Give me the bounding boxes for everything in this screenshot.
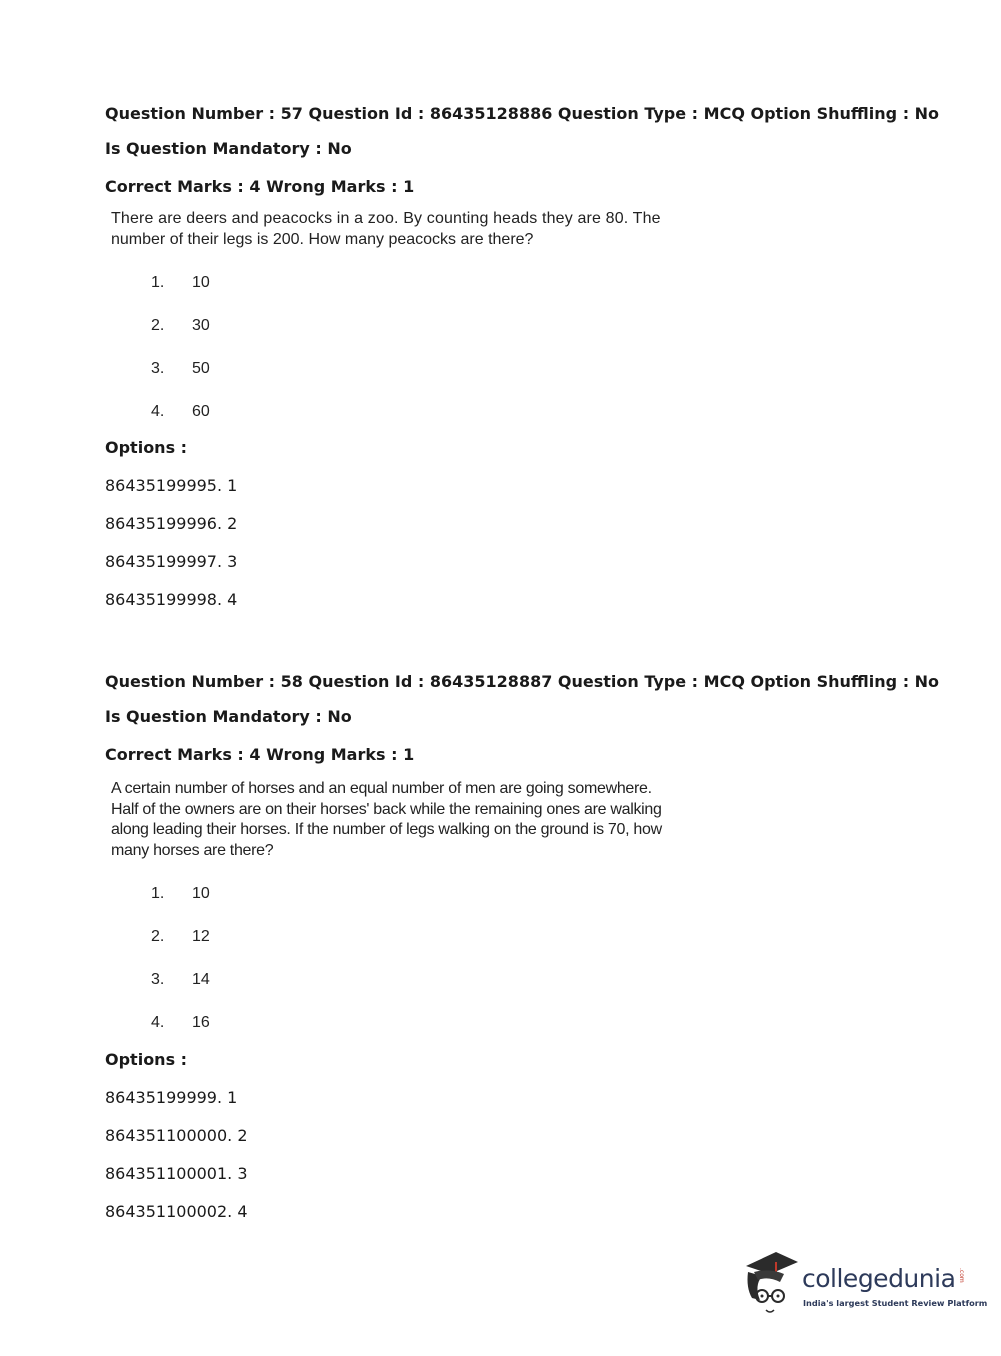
option-id-line: 86435199997. 3: [105, 552, 238, 571]
question-meta-line: Question Number : 58 Question Id : 86435128887 Question Type : MCQ Option Shuffling : No: [105, 672, 940, 691]
marks-line: Correct Marks : 4 Wrong Marks : 1: [105, 177, 415, 196]
stem-line: Half of the owners are on their horses' back while the remaining ones are walking: [111, 800, 662, 818]
stem-line: A certain number of horses and an equal number of men are going somewhere.: [111, 780, 652, 797]
choice-item: [151, 359, 210, 379]
option-id-line: 864351100000. 2: [105, 1126, 248, 1145]
question-block-57: [105, 104, 940, 624]
choice-text: 60: [192, 403, 210, 420]
option-id-line: 86435199996. 2: [105, 514, 238, 533]
collegedunia-logo: [740, 1248, 988, 1320]
logo-suffix: .com: [958, 1268, 965, 1283]
choice-text: 10: [192, 274, 210, 291]
choice-text: 10: [192, 885, 210, 902]
choice-item: [151, 1013, 210, 1033]
marks-line: Correct Marks : 4 Wrong Marks : 1: [105, 745, 415, 764]
choice-text: 12: [192, 928, 210, 945]
option-id-line: 864351100002. 4: [105, 1202, 248, 1221]
option-id-line: 86435199998. 4: [105, 590, 238, 609]
mandatory-line: Is Question Mandatory : No: [105, 139, 352, 158]
choice-item: [151, 927, 210, 947]
choice-number: 3.: [151, 971, 165, 988]
choice-item: [151, 970, 210, 990]
choice-item: [151, 884, 210, 904]
choice-number: 1.: [151, 274, 165, 291]
options-heading: Options :: [105, 1050, 188, 1069]
question-stem: [111, 209, 736, 250]
choice-number: 4.: [151, 403, 165, 420]
stem-line: There are deers and peacocks in a zoo. By counting heads they are 80. The: [111, 210, 661, 227]
choice-number: 1.: [151, 885, 165, 902]
choice-item: [151, 316, 210, 336]
stem-line: along leading their horses. If the number of legs walking on the ground is 70, how: [111, 821, 662, 838]
logo-wordmark: collegedunia: [802, 1264, 956, 1293]
stem-line: many horses are there?: [111, 841, 274, 859]
question-meta-line: Question Number : 57 Question Id : 86435128886 Question Type : MCQ Option Shuffling : No: [105, 104, 940, 123]
choice-number: 2.: [151, 317, 165, 334]
question-block-58: [105, 672, 940, 1232]
stem-line: number of their legs is 200. How many peacocks are there?: [111, 230, 534, 248]
choice-number: 2.: [151, 928, 165, 945]
choice-text: 50: [192, 360, 210, 377]
choice-text: 14: [192, 971, 210, 988]
option-id-line: 86435199999. 1: [105, 1088, 238, 1107]
graduate-mascot-icon: [740, 1248, 800, 1314]
mandatory-line: Is Question Mandatory : No: [105, 707, 352, 726]
choice-item: [151, 273, 210, 293]
choice-item: [151, 402, 210, 422]
choice-number: 4.: [151, 1014, 165, 1031]
option-id-line: 864351100001. 3: [105, 1164, 248, 1183]
choice-number: 3.: [151, 360, 165, 377]
options-heading: Options :: [105, 438, 188, 457]
choice-text: 16: [192, 1014, 210, 1031]
logo-tagline: India's largest Student Review Platform: [803, 1298, 988, 1308]
choice-text: 30: [192, 317, 210, 334]
option-id-line: 86435199995. 1: [105, 476, 238, 495]
question-stem: [111, 779, 736, 861]
